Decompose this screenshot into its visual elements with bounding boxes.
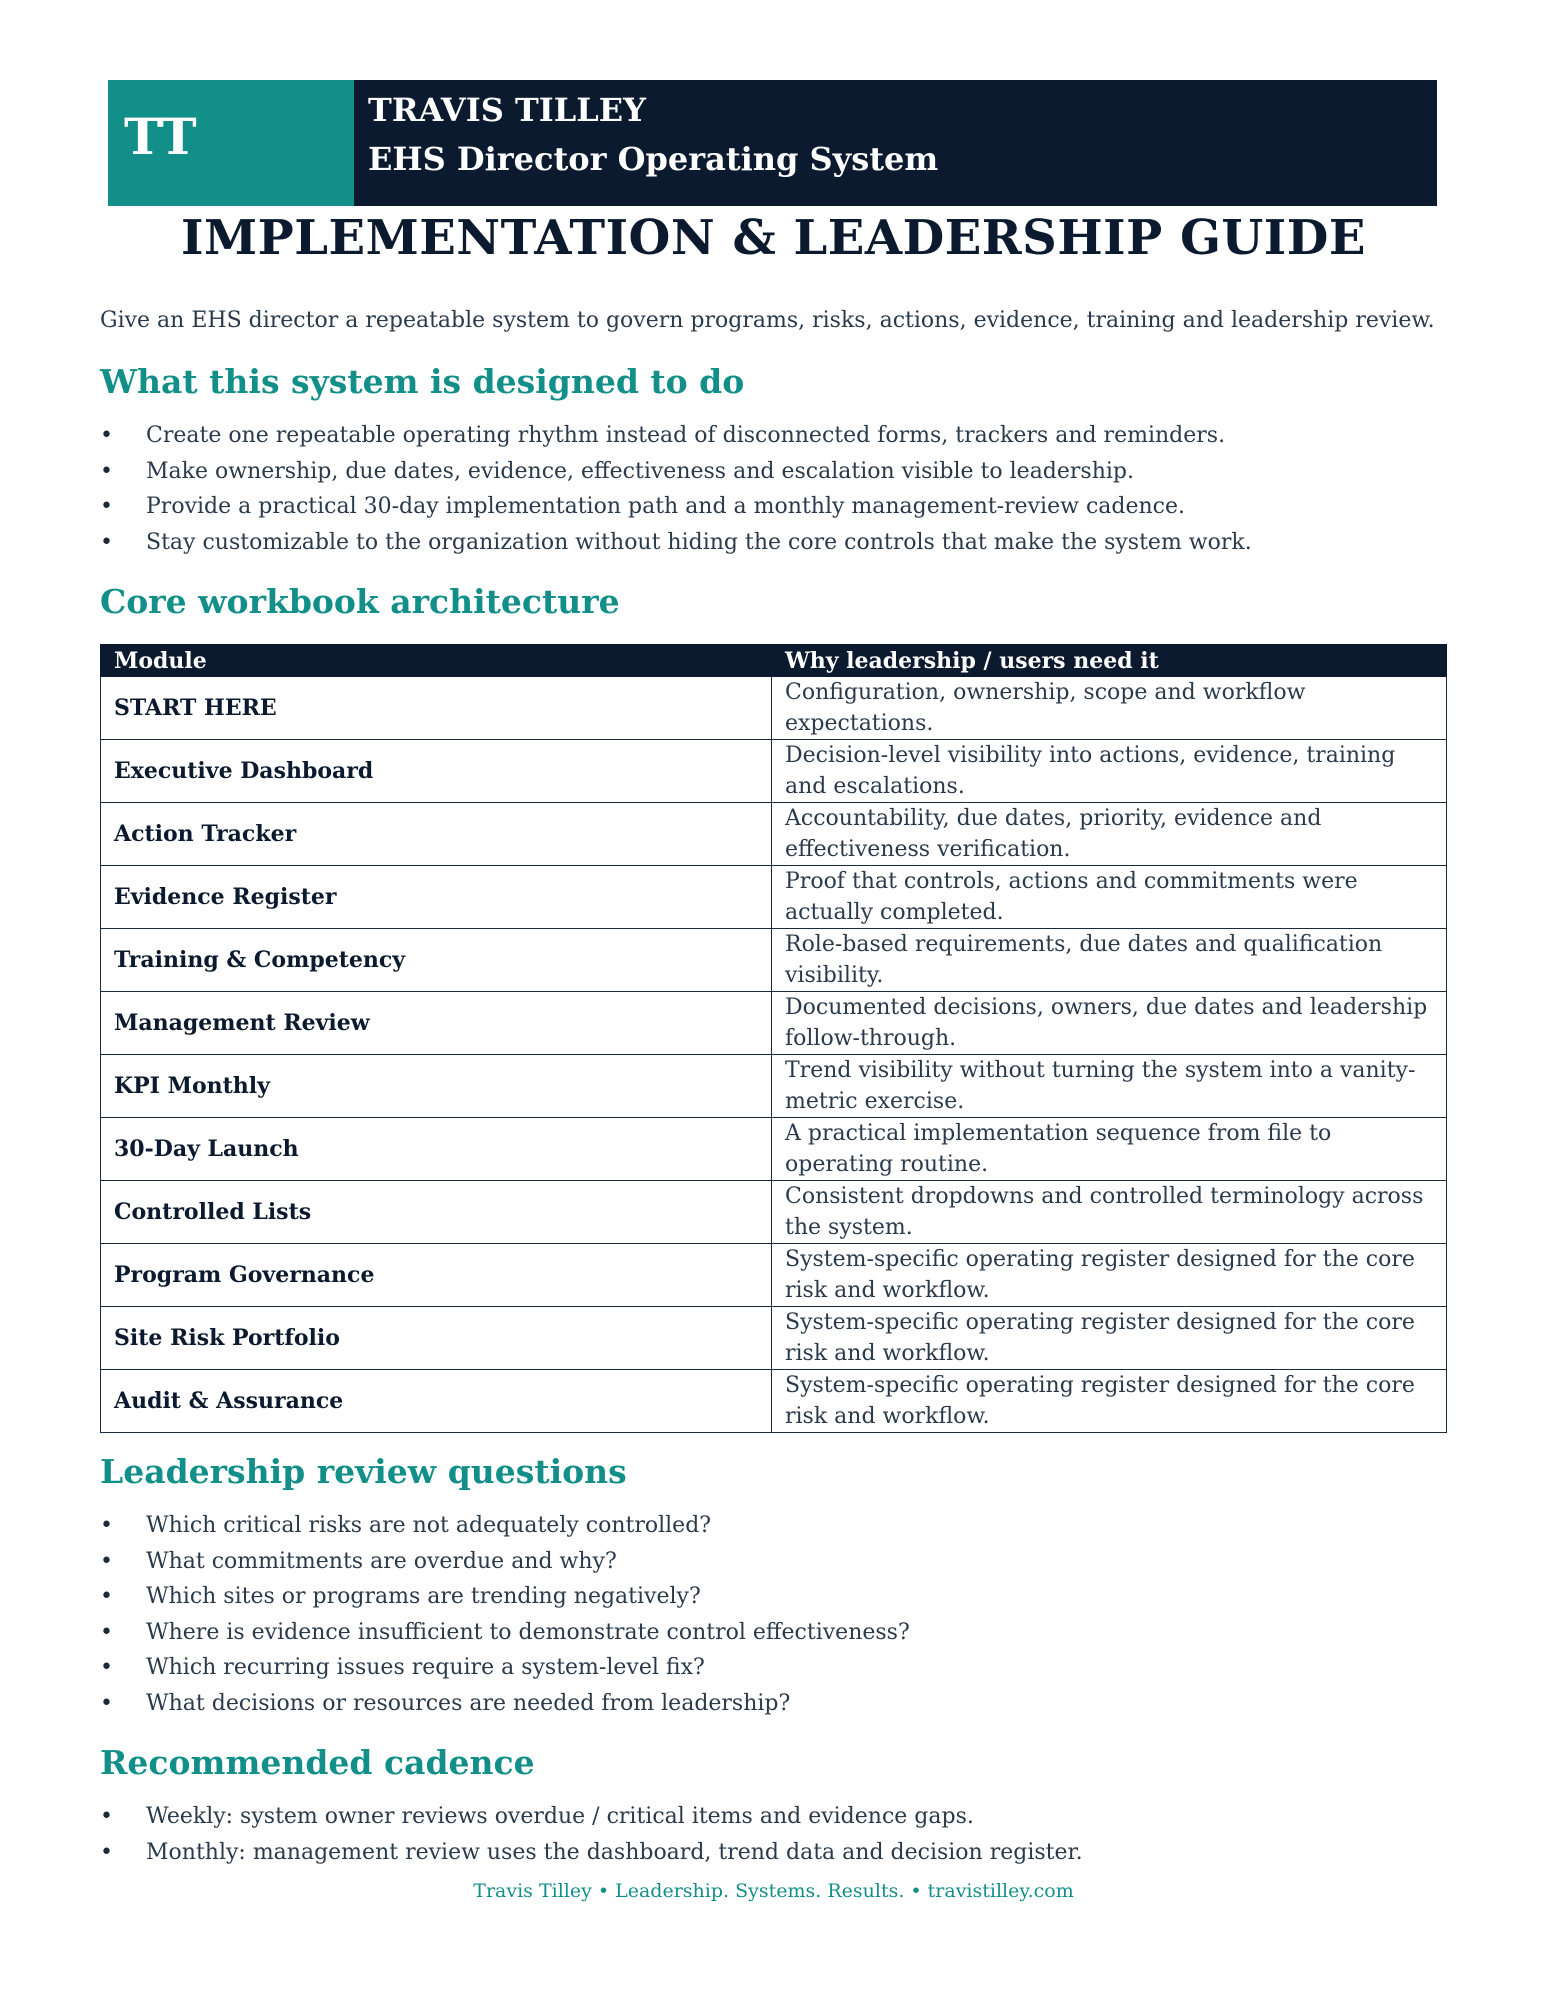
designed-list [100,418,1460,560]
list-item: • Which critical risks are not adequately controlled? [100,1508,1460,1544]
table-row [101,929,1447,992]
intro-text: Give an EHS director a repeatable system to govern programs, risks, actions, evidence, training and leadership review. [100,308,1435,333]
why-cell: Proof that controls, actions and commitments were actually completed. [772,866,1447,929]
table-row [101,1307,1447,1370]
author-name: TRAVIS TILLEY [368,91,646,129]
list-item: • Create one repeatable operating rhythm instead of disconnected forms, trackers and reminders. [100,418,1460,454]
why-cell: A practical implementation sequence from file to operating routine. [772,1118,1447,1181]
list-item: • Stay customizable to the organization without hiding the core controls that make the system work. [100,525,1460,561]
module-cell: 30-Day Launch [101,1118,772,1181]
why-cell: Documented decisions, owners, due dates and leadership follow-through. [772,992,1447,1055]
module-cell: Controlled Lists [101,1181,772,1244]
table-row [101,740,1447,803]
header-subtitle: EHS Director Operating System [368,140,939,178]
logo [108,80,354,206]
module-cell: KPI Monthly [101,1055,772,1118]
header-band [108,80,1437,206]
table-row [101,677,1447,740]
table-row [101,992,1447,1055]
section-heading-designed: What this system is designed to do [100,362,745,401]
module-cell: Site Risk Portfolio [101,1307,772,1370]
module-cell: Executive Dashboard [101,740,772,803]
module-cell: Training & Competency [101,929,772,992]
logo-initials: TT [124,106,197,166]
module-cell: Action Tracker [101,803,772,866]
list-item: • Where is evidence insufficient to demonstrate control effectiveness? [100,1615,1460,1651]
why-cell: Consistent dropdowns and controlled terminology across the system. [772,1181,1447,1244]
list-item: • What decisions or resources are needed from leadership? [100,1686,1460,1722]
table-row [101,1370,1447,1433]
module-cell: Management Review [101,992,772,1055]
list-item: • Monthly: management review uses the dashboard, trend data and decision register. [100,1835,1460,1871]
why-cell: Configuration, ownership, scope and workflow expectations. [772,677,1447,740]
table-row [101,1244,1447,1307]
column-header-module: Module [101,645,772,677]
list-item: • Weekly: system owner reviews overdue / critical items and evidence gaps. [100,1799,1460,1835]
questions-list [100,1508,1460,1721]
module-cell: START HERE [101,677,772,740]
list-item: • Which recurring issues require a system-level fix? [100,1650,1460,1686]
column-header-why: Why leadership / users need it [772,645,1447,677]
list-item: • Make ownership, due dates, evidence, effectiveness and escalation visible to leadership. [100,454,1460,490]
header-title-block [354,80,1437,206]
table-row [101,803,1447,866]
why-cell: Accountability, due dates, priority, evidence and effectiveness verification. [772,803,1447,866]
table-row [101,1181,1447,1244]
section-heading-architecture: Core workbook architecture [100,582,620,621]
list-item: • Provide a practical 30-day implementation path and a monthly management-review cadence. [100,489,1460,525]
why-cell: Role-based requirements, due dates and qualification visibility. [772,929,1447,992]
footer: Travis Tilley • Leadership. Systems. Results. • travistilley.com [473,1880,1074,1902]
table-row [101,1055,1447,1118]
cadence-list [100,1799,1460,1870]
why-cell: System-specific operating register designed for the core risk and workflow. [772,1307,1447,1370]
list-item: • Which sites or programs are trending negatively? [100,1579,1460,1615]
module-cell: Evidence Register [101,866,772,929]
section-heading-cadence: Recommended cadence [100,1743,535,1782]
section-heading-questions: Leadership review questions [100,1452,627,1491]
why-cell: Decision-level visibility into actions, evidence, training and escalations. [772,740,1447,803]
table-header-row [101,645,1447,677]
architecture-table [100,644,1447,1433]
why-cell: System-specific operating register designed for the core risk and workflow. [772,1370,1447,1433]
table-row [101,1118,1447,1181]
list-item: • What commitments are overdue and why? [100,1544,1460,1580]
why-cell: Trend visibility without turning the system into a vanity-metric exercise. [772,1055,1447,1118]
page-title: IMPLEMENTATION & LEADERSHIP GUIDE [181,210,1366,266]
why-cell: System-specific operating register designed for the core risk and workflow. [772,1244,1447,1307]
module-cell: Audit & Assurance [101,1370,772,1433]
module-cell: Program Governance [101,1244,772,1307]
table-row [101,866,1447,929]
